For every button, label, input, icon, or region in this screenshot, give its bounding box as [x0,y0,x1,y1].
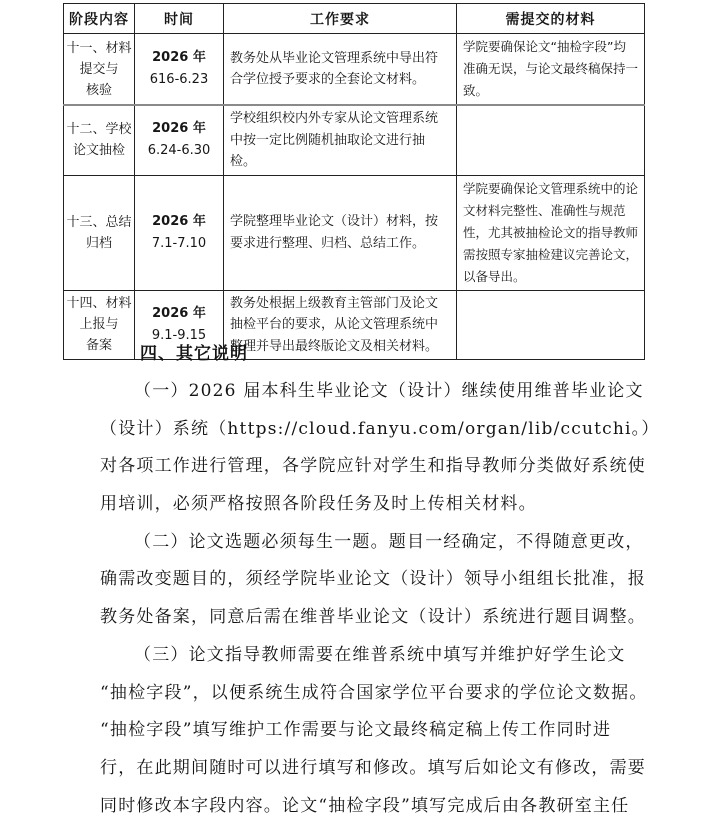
time-range: 616-6.23 [149,72,209,87]
stage-line: 十二、学校 [66,122,132,138]
body-line: （三）论文指导教师需要在维普系统中填写并维护好学生论文 [134,644,626,665]
work-cell: 学院整理毕业论文（设计）材料，按要求进行整理、归档、总结工作。 [224,175,457,290]
work-cell: 学校组织校内外专家从论文管理系统中按一定比例随机抽取论文进行抽检。 [224,105,457,175]
col-header-stage: 阶段内容 [64,4,135,34]
time-cell [135,34,224,106]
body-text-block [100,335,660,819]
stage-line: 十四、材料 [66,296,132,312]
work-cell: 教务处从毕业论文管理系统中导出符合学位授予要求的全套论文材料。 [224,34,457,106]
stage-line: 论文抽检 [72,143,125,159]
body-line: （二）论文选题必须每生一题。题目一经确定，不得随意更改， [134,531,644,552]
body-line: 教务处备案，同意后需在维普毕业论文（设计）系统进行题目调整。 [100,607,646,628]
body-line: 同时修改本字段内容。论文“抽检字段”填写完成后由各教研室主任 [100,795,630,816]
work-cell: 教务处根据上级教育主管部门及论文抽检平台的要求，从论文管理系统中整理并导出最终版论文及相关材料。 [224,290,457,360]
materials-cell: 学院要确保论文管理系统中的论文材料完整性、准确性与规范性，尤其被抽检论文的指导教师需按照专家抽检建议完善论文，以备导出。 [457,175,645,290]
time-range: 7.1-7.10 [151,235,207,251]
stage-line: 提交与 [79,61,119,77]
section-heading: 四、其它说明 [140,344,248,364]
stage-cell [64,34,135,106]
col-header-materials: 需提交的材料 [457,4,645,34]
time-year: 2026 年 [152,213,206,229]
body-line: 用培训，必须严格按照各阶段任务及时上传相关材料。 [100,494,537,515]
stage-line: 备案 [85,338,112,354]
stage-line: 归档 [85,235,112,251]
time-range: 6.24-6.30 [147,143,211,159]
time-range: 9.1-9.15 [151,327,207,343]
time-cell [135,105,224,175]
table-row [64,175,645,290]
stage-line: 十三、总结 [66,214,132,230]
stage-cell [64,105,135,175]
table-row [64,34,645,106]
time-cell [135,175,224,290]
materials-cell: 学院要确保论文“抽检字段”均准确无误，与论文最终稿保持一致。 [457,34,645,106]
body-line: 对各项工作进行管理，各学院应针对学生和指导教师分类做好系统使 [100,456,646,477]
schedule-table [63,3,645,360]
time-year: 2026 年 [152,50,206,65]
body-line: 确需改变题目的，须经学院毕业论文（设计）领导小组组长批准，报 [100,569,646,590]
stage-cell [64,175,135,290]
table-row [64,105,645,175]
stage-line: 核验 [85,82,112,98]
body-line: 行，在此期间随时可以进行填写和修改。填写后如论文有修改，需要 [100,757,646,778]
col-header-time: 时间 [135,4,224,34]
body-line: （设计）系统（https://cloud.fanyu.com/organ/lib/ccutchi。） [100,418,660,439]
time-year: 2026 年 [152,121,206,137]
table-header-row [64,4,645,34]
body-line: （一）2026 届本科生毕业论文（设计）继续使用维普毕业论文 [134,381,644,401]
materials-cell [457,105,645,175]
stage-line: 十一、材料 [66,40,132,56]
body-line: “抽检字段”，以便系统生成符合国家学位平台要求的学位论文数据。 [100,682,648,703]
body-line: “抽检字段”填写维护工作需要与论文最终稿定稿上传工作同时进 [100,720,612,741]
col-header-work: 工作要求 [224,4,457,34]
stage-line: 上报与 [79,317,119,333]
time-year: 2026 年 [152,305,206,321]
